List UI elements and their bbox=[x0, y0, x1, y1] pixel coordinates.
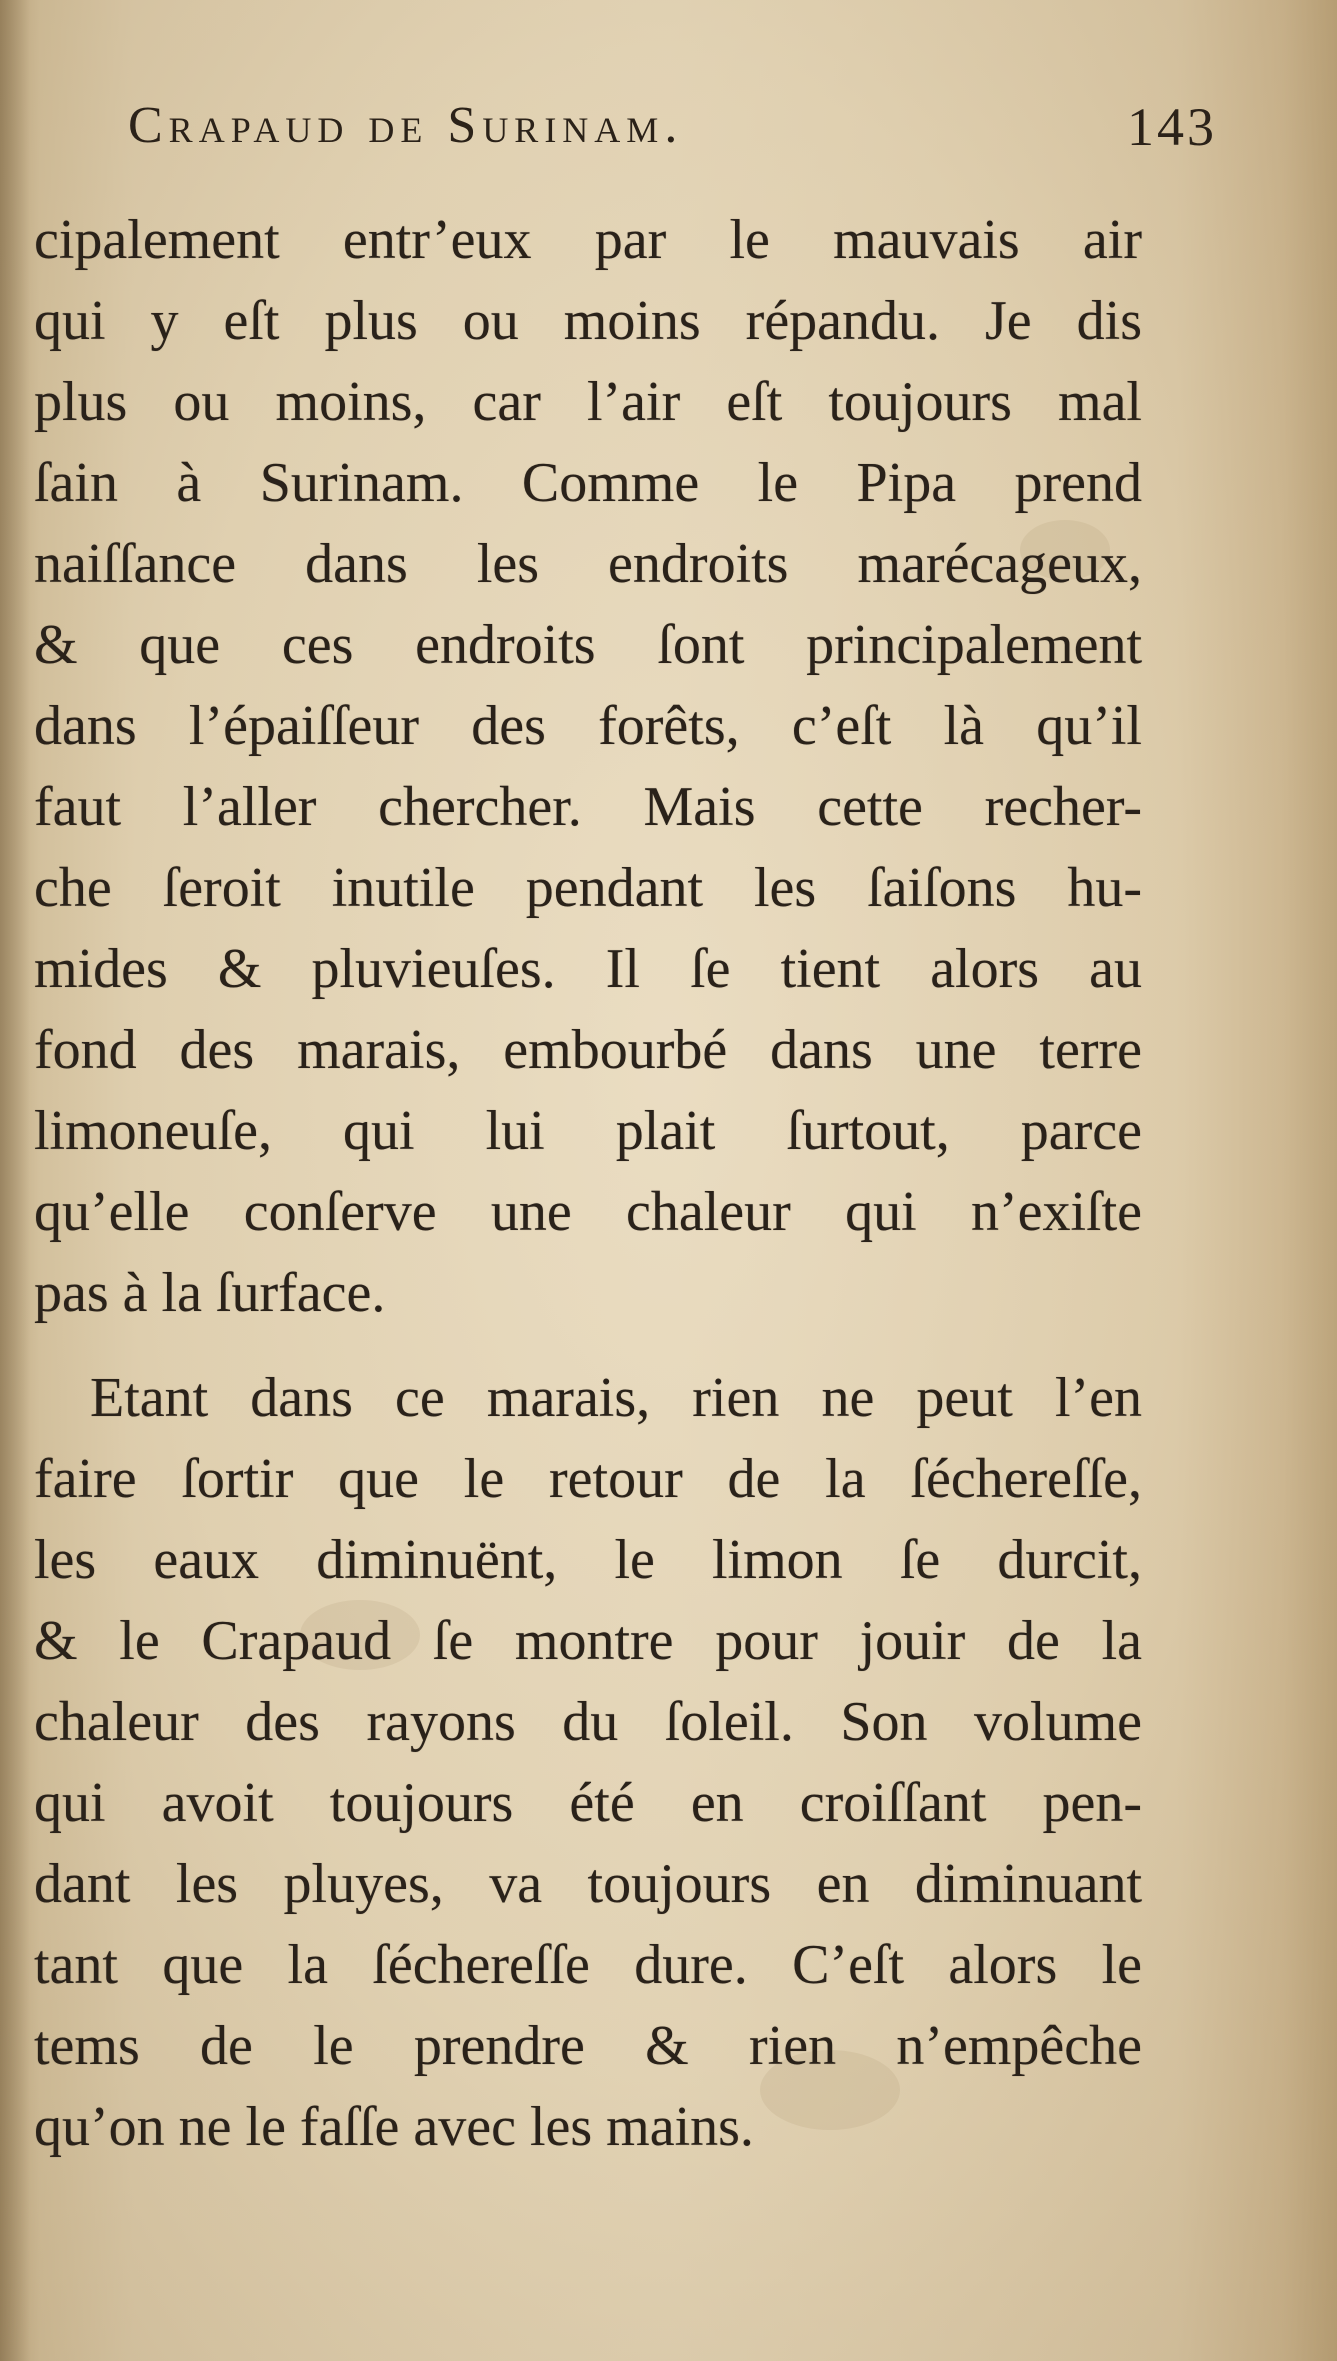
text-line: faut l’aller chercher. Mais cette recher- bbox=[34, 776, 1142, 838]
text-line: dant les pluyes, va toujours en diminuant bbox=[34, 1853, 1142, 1915]
text-line: & le Crapaud ſe montre pour jouir de la bbox=[34, 1610, 1142, 1672]
text-line: cipalement entr’eux par le mauvais air bbox=[34, 209, 1142, 271]
text-line: Etant dans ce marais, rien ne peut l’en bbox=[90, 1367, 1142, 1429]
page-header bbox=[40, 92, 1217, 172]
text-line: & que ces endroits ſont principalement bbox=[34, 614, 1142, 676]
text-line: qui avoit toujours été en croiſſant pen- bbox=[34, 1772, 1142, 1834]
text-line: plus ou moins, car l’air eſt toujours mal bbox=[34, 371, 1142, 433]
text-line: mides & pluvieuſes. Il ſe tient alors au bbox=[34, 938, 1142, 1000]
text-line: les eaux diminuënt, le limon ſe durcit, bbox=[34, 1529, 1142, 1591]
page-number: 143 bbox=[1127, 97, 1217, 157]
text-line: qu’elle conſerve une chaleur qui n’exiſte bbox=[34, 1181, 1142, 1243]
text-line: che ſeroit inutile pendant les ſaiſons hu- bbox=[34, 857, 1142, 919]
text-line: fond des marais, embourbé dans une terre bbox=[34, 1019, 1142, 1081]
text-line: qu’on ne le faſſe avec les mains. bbox=[34, 2096, 754, 2158]
text-line: naiſſance dans les endroits marécageux, bbox=[34, 533, 1142, 595]
text-line: tant que la ſéchereſſe dure. C’eſt alors le bbox=[34, 1934, 1142, 1996]
text-line: limoneuſe, qui lui plait ſurtout, parce bbox=[34, 1100, 1142, 1162]
text-line: dans l’épaiſſeur des forêts, c’eſt là qu’il bbox=[34, 695, 1142, 757]
body-text bbox=[34, 200, 1142, 2168]
text-line: faire ſortir que le retour de la ſéchereſſe, bbox=[34, 1448, 1142, 1510]
text-line: ſain à Surinam. Comme le Pipa prend bbox=[34, 452, 1142, 514]
text-line: pas à la ſurface. bbox=[34, 1262, 386, 1324]
spine-shadow bbox=[0, 0, 30, 2361]
paragraph-1 bbox=[34, 200, 1142, 1334]
text-line: qui y eſt plus ou moins répandu. Je dis bbox=[34, 290, 1142, 352]
text-line: tems de le prendre & rien n’empêche bbox=[34, 2015, 1142, 2077]
paragraph-2 bbox=[34, 1358, 1142, 2168]
text-line: chaleur des rayons du ſoleil. Son volume bbox=[34, 1691, 1142, 1753]
running-head: Crapaud de Surinam. bbox=[128, 97, 684, 154]
